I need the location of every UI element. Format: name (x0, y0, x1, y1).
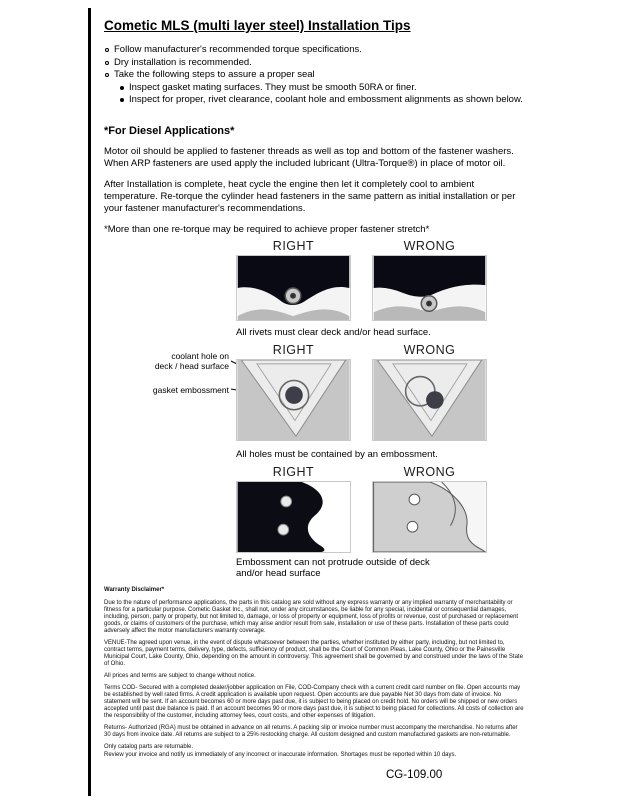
page-title: Cometic MLS (multi layer steel) Installation Tips (104, 18, 411, 33)
tip-text: Follow manufacturer's recommended torque specifications. (114, 44, 362, 55)
embossment-wrong-illustration (373, 482, 486, 552)
legal-paragraph: Terms COD- Secured with a completed dealer/jobber application on File, COD-Company check with a current credit card number on file. Open accounts may be established by well rated firms. A credit application is available upon request. Open accounts are due payable Net 30 days from date of invoice. No statement will be sent. If an account becomes 60 or more days past due, it is subject to being placed on credit hold. No orders will be shipped or new orders accepted until past due balance is paid. If an account becomes 90 or more days past due, it is subject to being placed for collections. All costs of collection are the responsibility of the customer, including attorney fees, court costs, and other expenses of litigation. (104, 684, 524, 719)
filled-bullet-icon (120, 86, 124, 90)
right-label: RIGHT (272, 238, 315, 253)
holes-caption: All holes must be contained by an embossment. (236, 448, 438, 460)
legal-paragraph: All prices and terms are subject to change without notice. (104, 672, 256, 679)
right-label: RIGHT (272, 342, 315, 357)
right-label: RIGHT (272, 464, 315, 479)
rivet-caption: All rivets must clear deck and/or head surface. (236, 326, 431, 338)
diagram-section (104, 238, 576, 579)
tip-text: Inspect for proper, rivet clearance, coolant hole and embossment alignments as shown below. (129, 94, 523, 105)
diagram-embossment-wrong (372, 481, 487, 553)
diagram-hole-wrong (372, 359, 487, 441)
tip-text: Inspect gasket mating surfaces. They must be smooth 50RA or finer. (129, 81, 417, 93)
hole-wrong-illustration (373, 360, 486, 440)
warranty-disclaimer-heading: Warranty Disclaimer* (104, 586, 165, 593)
legal-paragraph: VENUE-The agreed upon venue, in the event of dispute whatsoever between the parties, whether instituted by either party, including, but not limited to, contract terms, payment terms, delivery, type, defects, sufficiency of product, shall be the Court of Common Pleas, Lake County, Ohio or the Painesville Municipal Court, Lake County, Ohio, depending on the amount in controversy. This agreement shall be governed by and construed under the laws of the State of Ohio. (104, 639, 523, 667)
list-item (104, 44, 576, 57)
legal-section (104, 587, 524, 759)
tips-list (104, 44, 576, 107)
tip-text: Dry installation is recommended. (114, 56, 252, 68)
legal-paragraph: Only catalog parts are returnable. (104, 743, 194, 750)
gasket-embossment-callout: gasket embossment (152, 384, 229, 395)
diagram-rivet-wrong (372, 255, 487, 321)
list-item (119, 82, 576, 95)
wrong-label: WRONG (403, 464, 456, 479)
wrong-label: WRONG (403, 342, 456, 357)
legal-paragraph: Review your invoice and notify us immediately of any incorrect or inaccurate information. Shortages must be reported within 10 days. (104, 751, 457, 758)
legal-paragraph: Returns- Authorized (RGA) must be obtained in advance on all returns. A packing slip or invoice number must accompany the merchandise. No returns after 30 days from invoice date. All returns are subject to a 25% restocking charge. All custom designed and custom manufactured gaskets are non-returnable. (104, 724, 518, 738)
left-border-rule (88, 8, 91, 796)
rivet-right-illustration (237, 256, 350, 320)
open-bullet-icon (105, 48, 109, 52)
list-item (104, 57, 576, 70)
filled-bullet-icon (120, 98, 124, 102)
page-code: CG-109.00 (386, 768, 443, 781)
tip-text: Take the following steps to assure a proper seal (114, 69, 315, 80)
legal-paragraph: Due to the nature of performance applications, the parts in this catalog are sold without any express warranty or any implied warranty of merchantability or fitness for a particular purpose. Cometic Gasket Inc., shall not, under any circumstances, be liable for any special, incidental or consequential damages, including, person, party or property, but not limited to, damage, or loss of property or equipment, loss of profits or revenue, cost of purchased or replacement goods, or claims of customers of the purchase, which may arise and/or result from sale, installation or use of these parts. Installation of these parts could adversely affect the motor manufacturers warranty coverage. (104, 599, 519, 634)
open-bullet-icon (105, 61, 109, 65)
diagram-embossment-right (236, 481, 351, 553)
coolant-hole-callout: coolant hole on deck / head surface (154, 350, 229, 371)
embossment-caption: Embossment can not protrude outside of deck and/or head surface (236, 556, 430, 579)
diesel-applications-heading: *For Diesel Applications* (104, 124, 235, 137)
rivet-wrong-illustration (373, 256, 486, 320)
page-content (104, 18, 576, 781)
embossment-right-illustration (237, 482, 350, 552)
diagram-hole-right (236, 359, 351, 441)
retorque-note: *More than one re-torque may be required to achieve proper fastener stretch* (104, 223, 430, 235)
list-item (104, 69, 576, 82)
diesel-paragraph-1: Motor oil should be applied to fastener threads as well as top and bottom of the fastener washers. When ARP fasteners are used apply the included lubricant (Ultra-Torque®) in place of motor oil. (104, 145, 514, 169)
open-bullet-icon (105, 73, 109, 77)
diagram-rivet-right (236, 255, 351, 321)
hole-right-illustration (237, 360, 350, 440)
diesel-paragraph-2: After Installation is complete, heat cycle the engine then let it completely cool to ambient temperature. Re-torque the cylinder head fasteners in the same pattern as initial installation or per your fastener manufacturer's recommendations. (104, 178, 516, 214)
wrong-label: WRONG (403, 238, 456, 253)
list-item (119, 94, 576, 107)
